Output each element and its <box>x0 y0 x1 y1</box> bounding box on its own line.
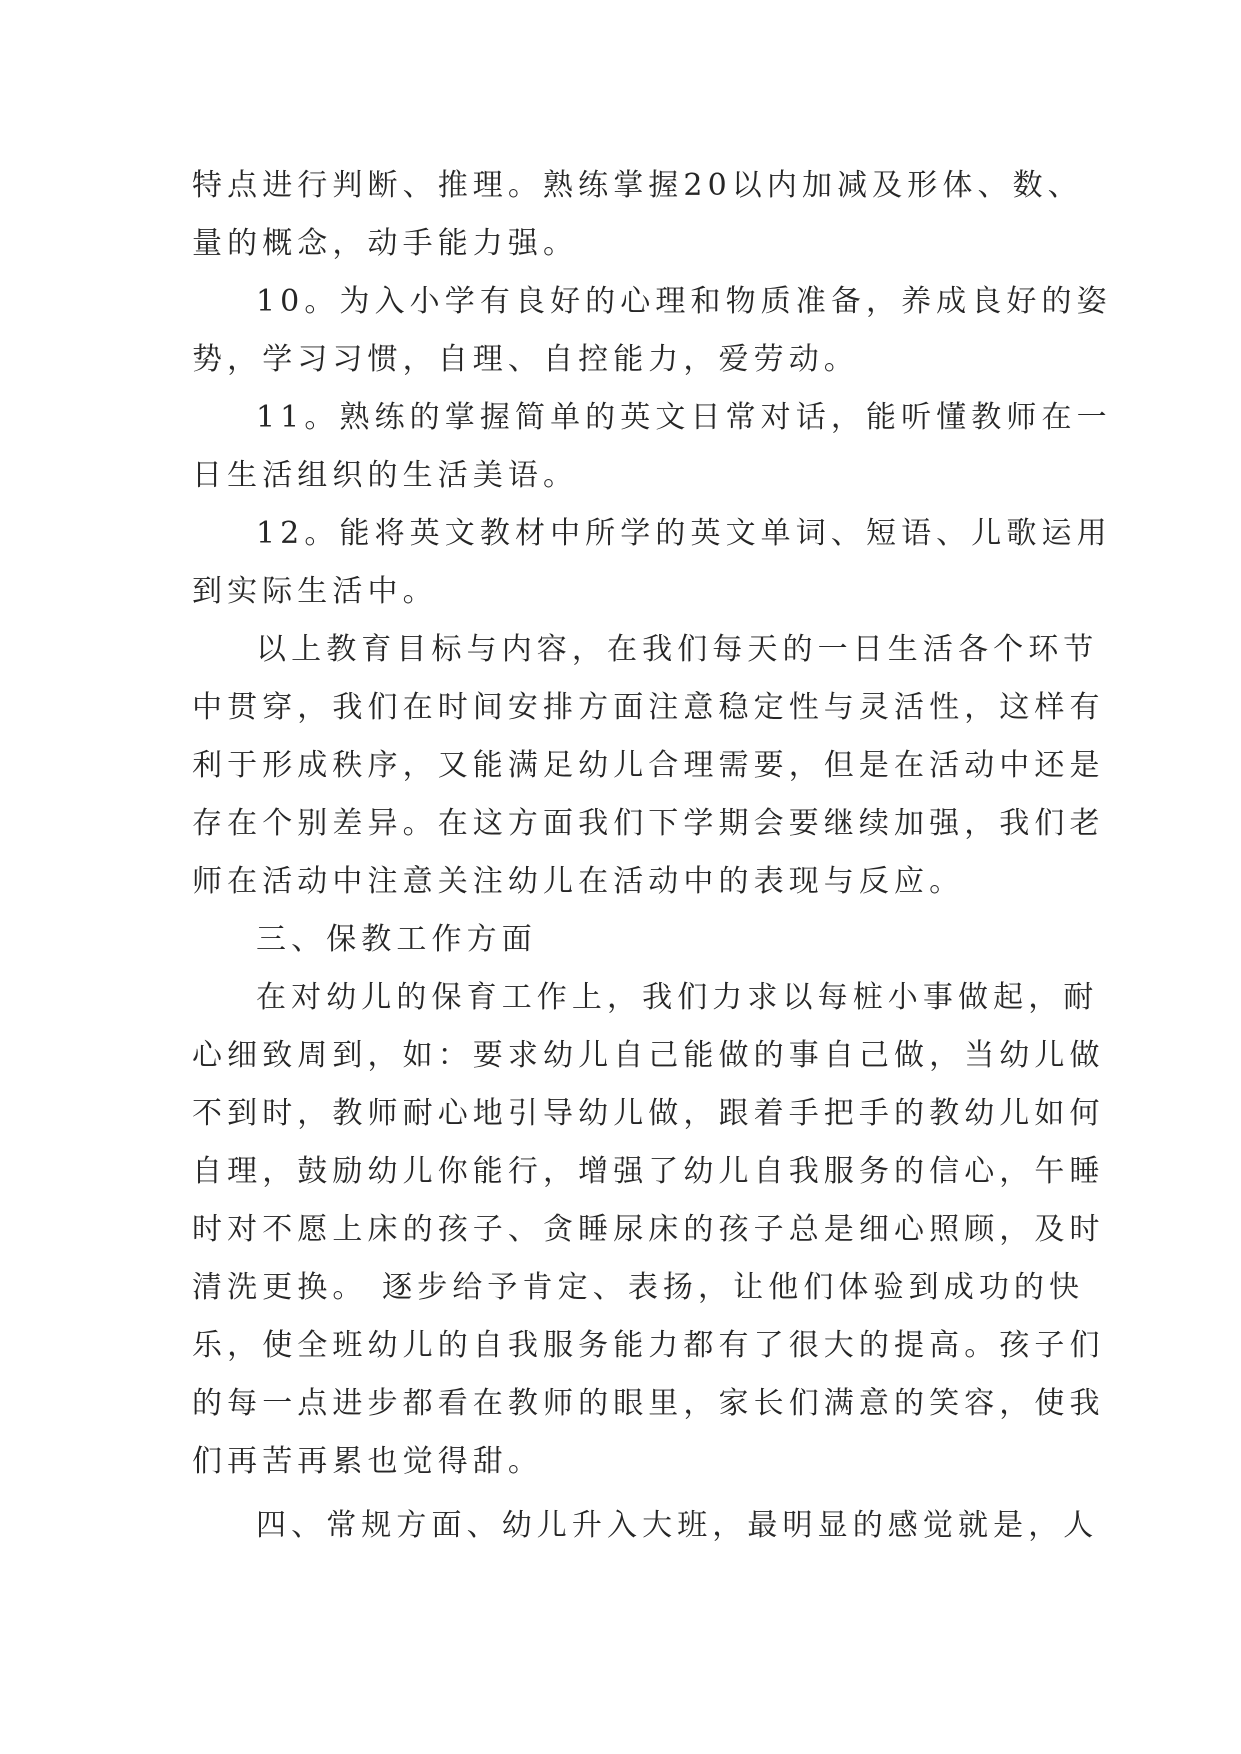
text-line: 心细致周到，如：要求幼儿自己能做的事自己做，当幼儿做 <box>192 1038 1105 1073</box>
text-line: 到实际生活中。 <box>192 574 438 609</box>
text-line: 势，学习习惯，自理、自控能力，爱劳动。 <box>192 342 859 377</box>
text-line: 12。能将英文教材中所学的英文单词、短语、儿歌运用 <box>256 516 1112 551</box>
text-line: 师在活动中注意关注幼儿在活动中的表现与反应。 <box>192 864 965 899</box>
text-line: 清洗更换。 逐步给予肯定、表扬，让他们体验到成功的快 <box>192 1270 1085 1305</box>
text-line: 10。为入小学有良好的心理和物质准备，养成良好的姿 <box>256 284 1112 319</box>
text-line: 11。熟练的掌握简单的英文日常对话，能听懂教师在一 <box>256 400 1112 435</box>
text-line: 日生活组织的生活美语。 <box>192 458 579 493</box>
text-line: 乐，使全班幼儿的自我服务能力都有了很大的提高。孩子们 <box>192 1328 1105 1363</box>
text-line: 自理，鼓励幼儿你能行，增强了幼儿自我服务的信心，午睡 <box>192 1154 1105 1189</box>
text-line: 的每一点进步都看在教师的眼里，家长们满意的笑容，使我 <box>192 1386 1105 1421</box>
text-line: 不到时，教师耐心地引导幼儿做，跟着手把手的教幼儿如何 <box>192 1096 1105 1131</box>
section-heading: 三、保教工作方面 <box>256 922 537 957</box>
text-line: 们再苦再累也觉得甜。 <box>192 1444 543 1479</box>
text-line: 以上教育目标与内容，在我们每天的一日生活各个环节 <box>256 632 1099 667</box>
text-line: 利于形成秩序，又能满足幼儿合理需要，但是在活动中还是 <box>192 748 1105 783</box>
text-line: 存在个别差异。在这方面我们下学期会要继续加强，我们老 <box>192 806 1105 841</box>
text-line: 四、常规方面、幼儿升入大班，最明显的感觉就是，人 <box>256 1508 1099 1543</box>
text-line: 中贯穿，我们在时间安排方面注意稳定性与灵活性，这样有 <box>192 690 1105 725</box>
text-line: 时对不愿上床的孩子、贪睡尿床的孩子总是细心照顾，及时 <box>192 1212 1105 1247</box>
text-line: 特点进行判断、推理。熟练掌握20以内加减及形体、数、 <box>192 168 1083 203</box>
text-line: 在对幼儿的保育工作上，我们力求以每桩小事做起，耐 <box>256 980 1099 1015</box>
text-line: 量的概念，动手能力强。 <box>192 226 579 261</box>
